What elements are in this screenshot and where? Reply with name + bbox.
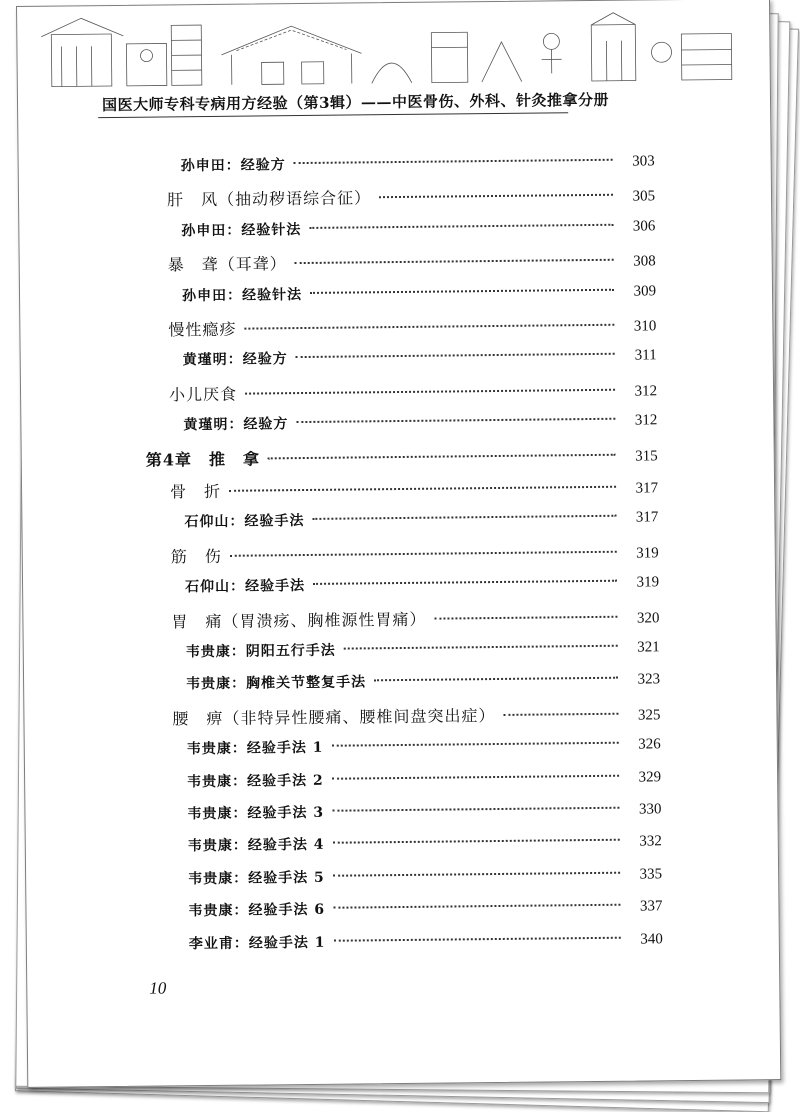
toc-entry-title: 肝 风（抽动秽语综合征） bbox=[167, 186, 371, 211]
toc-entry-page: 325 bbox=[626, 707, 660, 724]
toc-entry-page: 317 bbox=[624, 510, 658, 527]
dot-leader bbox=[374, 677, 618, 682]
toc-entry-title: 孙申田：经验针法 bbox=[182, 284, 302, 305]
toc-entry-page: 303 bbox=[621, 153, 655, 170]
toc-entry-title: 慢性瘾疹 bbox=[168, 317, 236, 341]
toc-entry-page: 312 bbox=[623, 412, 657, 429]
toc-entry[interactable] bbox=[170, 474, 658, 507]
dot-leader bbox=[294, 159, 613, 164]
toc-entry-title: 腰 痹（非特异性腰痛、腰椎间盘突出症） bbox=[172, 703, 495, 729]
dot-leader bbox=[295, 259, 614, 264]
toc-entry[interactable] bbox=[181, 215, 655, 248]
dot-leader bbox=[313, 580, 617, 585]
toc-entry-page: 332 bbox=[628, 834, 662, 851]
toc-entry[interactable] bbox=[181, 150, 655, 183]
toc-entry[interactable] bbox=[187, 798, 661, 831]
toc-entry[interactable] bbox=[167, 183, 655, 216]
toc-entry-title: 韦贵康：经验手法 2 bbox=[187, 769, 324, 790]
dot-leader bbox=[309, 224, 613, 229]
dot-leader bbox=[332, 807, 619, 812]
toc-entry[interactable] bbox=[186, 669, 660, 702]
dot-leader bbox=[434, 615, 617, 619]
dot-leader bbox=[296, 418, 615, 423]
toc-entry-title: 黄瑾明：经验方 bbox=[183, 413, 288, 434]
dot-leader bbox=[333, 936, 620, 941]
toc-entry-title: 韦贵康：经验手法 3 bbox=[187, 802, 324, 823]
toc-entry-title: 第4章 推 拿 bbox=[146, 446, 260, 470]
toc-entry[interactable] bbox=[183, 345, 657, 378]
toc-entry[interactable] bbox=[185, 571, 659, 604]
toc-entry-title: 筋 伤 bbox=[171, 544, 222, 568]
toc-entry-page: 308 bbox=[622, 254, 656, 271]
toc-entry-title: 韦贵康：阴阳五行手法 bbox=[186, 640, 336, 662]
toc-entry-title: 胃 痛（胃溃疡、胸椎源性胃痛） bbox=[171, 606, 426, 632]
dot-leader bbox=[296, 353, 615, 358]
toc-entry-page: 306 bbox=[621, 218, 655, 235]
dot-leader bbox=[229, 486, 616, 492]
dot-leader bbox=[379, 194, 613, 198]
toc-entry-title: 韦贵康：经验手法 4 bbox=[188, 834, 325, 855]
toc-entry[interactable] bbox=[189, 928, 663, 961]
dot-leader bbox=[333, 872, 620, 877]
dot-leader bbox=[245, 389, 615, 395]
toc-entry-page: 337 bbox=[628, 898, 662, 915]
toc-entry-title: 暴 聋（耳聋） bbox=[168, 251, 287, 275]
toc-entry-title: 韦贵康：经验手法 1 bbox=[187, 737, 324, 758]
toc-entry[interactable] bbox=[186, 636, 660, 669]
toc-entry-page: 329 bbox=[627, 769, 661, 786]
toc-entry-title: 李业甫：经验手法 1 bbox=[189, 931, 326, 952]
toc-entry-title: 小儿厌食 bbox=[169, 382, 237, 406]
dot-leader bbox=[344, 645, 618, 650]
toc-entry-page: 310 bbox=[622, 318, 656, 335]
dot-leader bbox=[332, 774, 619, 779]
toc-entry-title: 孙申田：经验方 bbox=[181, 154, 286, 175]
toc-entry[interactable] bbox=[188, 863, 662, 896]
dot-leader bbox=[333, 904, 620, 909]
toc-entry[interactable] bbox=[183, 409, 657, 442]
dot-leader bbox=[230, 551, 617, 557]
toc-entry[interactable] bbox=[171, 604, 659, 637]
toc-entry[interactable] bbox=[169, 377, 657, 410]
toc-entry-page: 305 bbox=[621, 189, 655, 206]
dot-leader bbox=[331, 742, 618, 747]
toc-entry-title: 韦贵康：经验手法 5 bbox=[188, 867, 325, 888]
toc-entry-title: 黄瑾明：经验方 bbox=[183, 349, 288, 370]
toc-entry-title: 韦贵康：经验手法 6 bbox=[188, 899, 325, 920]
toc-entry-page: 315 bbox=[624, 448, 658, 465]
toc-entry-page: 323 bbox=[626, 672, 660, 689]
dot-leader bbox=[268, 453, 616, 459]
toc-entry-title: 石仰山：经验手法 bbox=[184, 510, 304, 531]
dot-leader bbox=[332, 839, 619, 844]
toc-entry-page: 317 bbox=[624, 480, 658, 497]
toc-entry-page: 319 bbox=[625, 545, 659, 562]
toc-entry[interactable] bbox=[184, 507, 658, 540]
book-page bbox=[16, 0, 781, 1088]
toc-entry-page: 335 bbox=[628, 866, 662, 883]
toc-entry-page: 319 bbox=[625, 574, 659, 591]
dot-leader bbox=[244, 324, 614, 330]
toc-entry[interactable] bbox=[187, 733, 661, 766]
toc-entry-title: 石仰山：经验手法 bbox=[185, 575, 305, 596]
toc-entry-title: 韦贵康：胸椎关节整复手法 bbox=[186, 672, 366, 694]
toc-entry[interactable] bbox=[171, 539, 659, 572]
table-of-contents bbox=[17, 0, 780, 1087]
page-number: 10 bbox=[149, 978, 166, 998]
toc-entry[interactable] bbox=[182, 280, 656, 313]
toc-entry[interactable] bbox=[187, 766, 661, 799]
toc-entry[interactable] bbox=[168, 248, 656, 281]
running-header-title: 国医大师专科专病用方经验（第3辑）——中医骨伤、外科、针灸推拿分册 bbox=[102, 89, 609, 115]
toc-entry-page: 311 bbox=[623, 348, 657, 365]
toc-entry-page: 309 bbox=[622, 283, 656, 300]
toc-entry-page: 321 bbox=[626, 639, 660, 656]
dot-leader bbox=[312, 515, 616, 520]
toc-entry-page: 320 bbox=[625, 610, 659, 627]
dot-leader bbox=[503, 713, 618, 716]
dot-leader bbox=[310, 288, 614, 293]
toc-entry[interactable] bbox=[188, 831, 662, 864]
toc-entry[interactable] bbox=[168, 312, 656, 345]
toc-entry[interactable] bbox=[188, 895, 662, 928]
toc-entry-title: 骨 折 bbox=[170, 479, 221, 503]
toc-entry-page: 330 bbox=[627, 801, 661, 818]
toc-entry[interactable] bbox=[172, 701, 660, 734]
toc-entry-page: 312 bbox=[623, 383, 657, 400]
toc-entry-title: 孙申田：经验针法 bbox=[181, 219, 301, 240]
toc-entry-page: 340 bbox=[629, 931, 663, 948]
toc-entry-page: 326 bbox=[627, 736, 661, 753]
toc-entry[interactable] bbox=[146, 442, 658, 475]
